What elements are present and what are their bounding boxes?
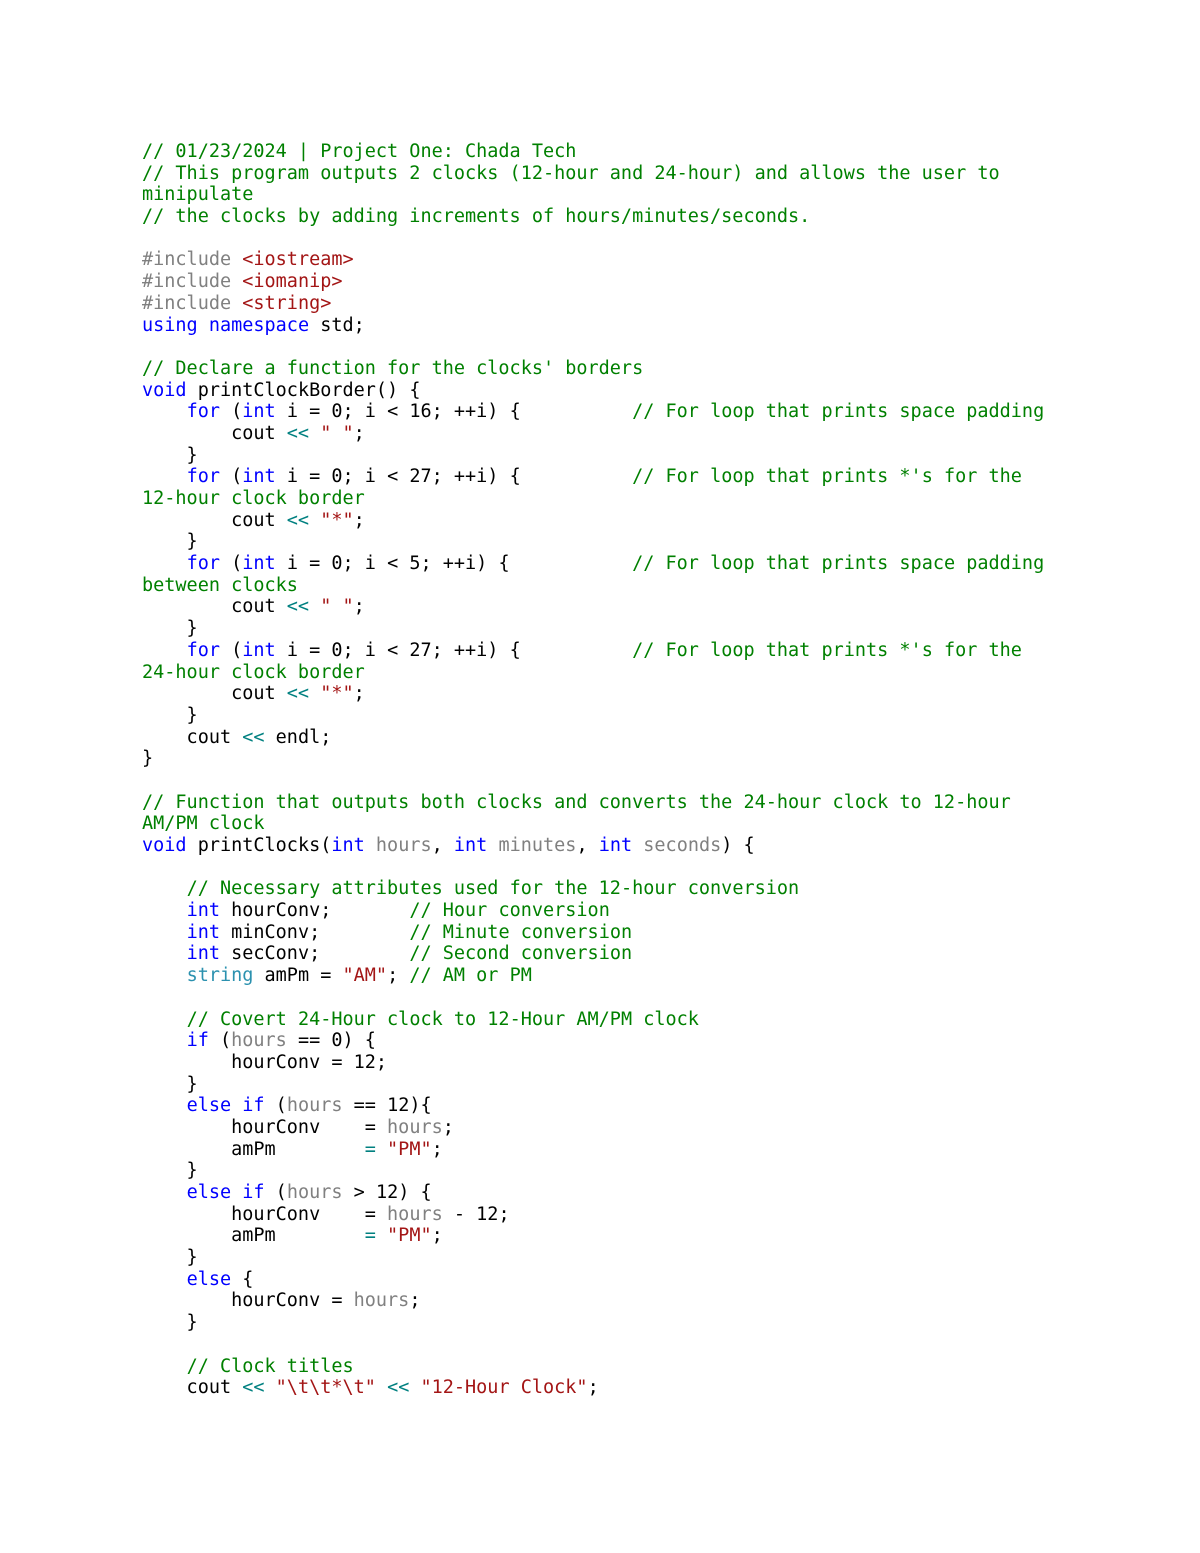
code-token: } [142, 1160, 198, 1182]
code-line [142, 315, 1152, 337]
code-token: } [142, 1073, 198, 1095]
code-token: i = 0; i < 16; ++i) { [275, 401, 633, 423]
code-token: == 0) { [286, 1030, 376, 1052]
code-token: } [142, 1312, 198, 1334]
code-token: string [186, 965, 254, 987]
code-line [142, 184, 1152, 206]
code-line [142, 510, 1152, 532]
code-line [142, 445, 1152, 467]
code-line [142, 1204, 1152, 1226]
code-line [142, 293, 1152, 315]
code-token: { [231, 1268, 254, 1290]
code-token: std; [309, 314, 365, 336]
code-token: <string> [242, 292, 332, 314]
code-token: amPm [142, 1225, 365, 1247]
code-line [142, 792, 1152, 814]
code-line [142, 618, 1152, 640]
code-token: // Minute conversion [409, 921, 633, 943]
code-line [142, 1377, 1152, 1399]
code-line [142, 1139, 1152, 1161]
code-token: amPm = [253, 965, 343, 987]
code-line [142, 596, 1152, 618]
code-token [142, 553, 187, 574]
code-token [265, 1377, 276, 1398]
code-token [309, 596, 320, 617]
code-line [142, 249, 1152, 271]
code-token: ( [219, 553, 243, 575]
code-line [142, 813, 1152, 835]
code-token: << [242, 1377, 265, 1399]
code-token: #include [142, 271, 243, 293]
code-line [142, 1290, 1152, 1312]
code-token: 12-hour clock border [142, 488, 365, 509]
code-listing [142, 141, 1152, 1399]
code-token [376, 1139, 387, 1160]
code-token [231, 1095, 242, 1116]
code-token: #include [142, 249, 243, 271]
code-token: hours [231, 1030, 287, 1052]
code-token: // Necessary attributes used for the 12-hour conversion [186, 878, 800, 900]
code-line [142, 1182, 1152, 1204]
code-token: , [431, 835, 454, 856]
code-token [142, 466, 187, 487]
code-token [376, 1225, 387, 1246]
code-token [142, 640, 187, 661]
code-token: hourConv = [142, 1203, 388, 1225]
code-line [142, 748, 1152, 770]
code-token: ; [409, 1290, 421, 1312]
code-line [142, 206, 1152, 228]
code-token: ; [353, 596, 365, 618]
code-token: cout [142, 683, 287, 705]
code-token: printClocks( [186, 835, 332, 856]
code-line [142, 163, 1152, 185]
code-line [142, 1052, 1152, 1074]
code-token: // Hour conversion [409, 900, 610, 922]
code-token: "PM" [387, 1225, 432, 1247]
code-token: "\t\t*\t" [275, 1377, 376, 1399]
code-token: endl; [264, 726, 332, 748]
code-token: // This program outputs 2 clocks (12-hour and 24-hour) and allows the user to [142, 162, 1000, 184]
code-line [142, 271, 1152, 293]
code-token: // For loop that prints space padding [632, 553, 1045, 575]
code-line [142, 380, 1152, 402]
code-token: for [186, 401, 220, 423]
code-token [142, 900, 187, 921]
code-token: <iomanip> [242, 271, 343, 293]
code-line [142, 878, 1152, 900]
code-token: cout [142, 422, 287, 444]
code-token [142, 1269, 187, 1290]
code-token [142, 878, 187, 899]
code-token: amPm [142, 1138, 365, 1160]
code-token: hourConv = 12; [142, 1051, 388, 1073]
code-token: cout [142, 1377, 243, 1399]
code-token: ; [587, 1377, 599, 1399]
code-token: ; [353, 422, 365, 444]
code-line [142, 943, 1152, 965]
code-token: ; [387, 965, 410, 987]
code-token: } [142, 618, 198, 640]
code-token: // Covert 24-Hour clock to 12-Hour AM/PM clock [186, 1008, 699, 1030]
code-token: ; [431, 1225, 443, 1247]
code-token: ) { [721, 835, 755, 856]
code-token: i = 0; i < 5; ++i) { [275, 553, 633, 575]
code-line [142, 358, 1152, 380]
code-token: minConv; [219, 921, 410, 943]
code-token: } [142, 444, 198, 466]
code-line [142, 705, 1152, 727]
code-token [142, 1030, 187, 1051]
code-line [142, 1269, 1152, 1291]
code-token: << [242, 726, 265, 748]
code-token: void [142, 379, 187, 401]
code-token: int [242, 553, 276, 575]
code-token: int [186, 943, 220, 965]
code-line [142, 770, 1152, 792]
code-token: << [286, 683, 310, 705]
code-token: << [286, 596, 310, 618]
code-token: > 12) { [342, 1182, 432, 1203]
code-line [142, 683, 1152, 705]
code-token: } [142, 531, 198, 553]
code-token: printClockBorder() { [186, 379, 421, 401]
code-token: else [186, 1095, 232, 1117]
code-token: } [142, 748, 154, 770]
code-line [142, 423, 1152, 445]
code-token: for [186, 553, 220, 575]
code-line [142, 228, 1152, 250]
code-token [487, 835, 498, 856]
code-token: seconds [643, 835, 722, 856]
code-token: // Second conversion [409, 943, 633, 965]
code-token: AM/PM clock [142, 813, 265, 835]
code-line [142, 835, 1152, 857]
code-token: ; [353, 509, 365, 531]
code-token: ; [431, 1138, 443, 1160]
code-token [376, 1377, 387, 1398]
code-token [632, 835, 643, 856]
code-token: if [242, 1182, 265, 1203]
code-line [142, 922, 1152, 944]
code-line [142, 900, 1152, 922]
code-token: == 12){ [342, 1095, 432, 1117]
code-line [142, 575, 1152, 597]
code-token: << [387, 1377, 410, 1399]
code-line [142, 1074, 1152, 1096]
code-token: = [364, 1225, 376, 1247]
code-line [142, 553, 1152, 575]
code-token [309, 510, 320, 531]
code-token: between clocks [142, 574, 298, 596]
code-token [409, 1377, 420, 1398]
code-token: cout [142, 596, 287, 618]
code-token: "12-Hour Clock" [420, 1377, 588, 1399]
code-line [142, 531, 1152, 553]
code-line [142, 965, 1152, 987]
code-token: ; [353, 683, 365, 705]
code-token [142, 1095, 187, 1116]
code-token: else [186, 1268, 232, 1290]
code-token: cout [142, 726, 243, 748]
code-line [142, 987, 1152, 1009]
code-token: = [364, 1138, 376, 1160]
code-token: " " [320, 596, 354, 618]
code-token: int [242, 466, 276, 488]
code-token: minutes [498, 835, 577, 856]
code-token: int [242, 401, 276, 423]
code-line [142, 488, 1152, 510]
code-token: int [598, 835, 633, 856]
code-token: hours [286, 1095, 343, 1117]
code-token: "*" [320, 509, 354, 531]
code-token: minipulate [142, 184, 254, 206]
code-token: using [142, 314, 198, 336]
code-token [309, 423, 320, 444]
code-line [142, 1160, 1152, 1182]
code-line [142, 662, 1152, 684]
code-token: secConv; [219, 943, 410, 965]
code-token [231, 1182, 242, 1203]
code-line [142, 727, 1152, 749]
code-token [198, 315, 209, 336]
code-token: // For loop that prints *'s for the [632, 466, 1022, 488]
code-token: } [142, 704, 198, 726]
code-token: // Declare a function for the clocks' borders [142, 357, 644, 379]
code-token: namespace [208, 314, 310, 336]
code-token: cout [142, 509, 287, 531]
code-token: // For loop that prints *'s for the [632, 639, 1022, 661]
code-token: int [453, 835, 488, 856]
code-token: ( [264, 1182, 287, 1203]
code-token [309, 683, 320, 704]
code-token: ( [264, 1095, 287, 1117]
code-token [365, 835, 376, 856]
code-token: ; [442, 1116, 454, 1138]
code-token: hours [387, 1116, 443, 1138]
code-token: hours [387, 1203, 443, 1225]
code-token [142, 965, 187, 986]
code-line [142, 1009, 1152, 1031]
code-line [142, 1356, 1152, 1378]
code-token: hourConv; [219, 900, 410, 922]
code-token: // Function that outputs both clocks and converts the 24-hour clock to 12-hour [142, 791, 1011, 813]
code-token: } [142, 1247, 198, 1269]
code-token: hourConv = [142, 1116, 388, 1138]
code-token: ( [219, 401, 243, 423]
code-token: else [186, 1182, 232, 1203]
code-line [142, 401, 1152, 423]
code-token [142, 1009, 187, 1030]
code-token: hourConv = [142, 1290, 354, 1312]
code-token: int [186, 921, 220, 943]
code-token: ( [219, 639, 243, 661]
code-token: "AM" [342, 965, 388, 987]
code-token: int [186, 900, 220, 922]
code-token: hours [375, 835, 432, 856]
code-line [142, 336, 1152, 358]
code-token: << [286, 509, 310, 531]
code-line [142, 466, 1152, 488]
code-token: if [242, 1095, 265, 1117]
code-token: "PM" [387, 1138, 432, 1160]
code-token: int [331, 835, 365, 856]
code-token: , [576, 835, 599, 856]
code-token: int [242, 639, 276, 661]
code-token: i = 0; i < 27; ++i) { [275, 639, 633, 661]
code-line [142, 1225, 1152, 1247]
code-token: " " [320, 422, 354, 444]
code-line [142, 1117, 1152, 1139]
code-token [142, 922, 187, 943]
code-line [142, 1312, 1152, 1334]
code-token: // Clock titles [186, 1355, 354, 1377]
code-token: void [142, 835, 187, 856]
code-token [142, 1182, 187, 1203]
code-token: hours [353, 1290, 410, 1312]
code-token: #include [142, 292, 243, 314]
code-line [142, 1334, 1152, 1356]
code-token: <iostream> [242, 249, 354, 271]
code-line [142, 1030, 1152, 1052]
code-token [142, 943, 187, 964]
code-token: ( [219, 466, 243, 488]
code-token [142, 1356, 187, 1377]
code-token: // AM or PM [409, 965, 532, 987]
code-token: << [286, 422, 310, 444]
code-token: "*" [320, 683, 354, 705]
code-token: 24-hour clock border [142, 661, 365, 683]
code-token: if [186, 1030, 209, 1052]
code-token [142, 401, 187, 422]
code-token: // For loop that prints space padding [632, 401, 1045, 423]
code-token: i = 0; i < 27; ++i) { [275, 466, 633, 488]
code-token: for [186, 639, 220, 661]
code-token: ( [208, 1030, 232, 1052]
code-line [142, 141, 1152, 163]
code-line [142, 857, 1152, 879]
code-token: // 01/23/2024 | Project One: Chada Tech [142, 141, 577, 162]
code-token: - 12; [442, 1203, 510, 1225]
code-token: for [186, 466, 220, 488]
code-line [142, 1095, 1152, 1117]
code-token: hours [286, 1182, 343, 1203]
code-line [142, 640, 1152, 662]
code-line [142, 1247, 1152, 1269]
code-token: // the clocks by adding increments of hours/minutes/seconds. [142, 206, 811, 228]
